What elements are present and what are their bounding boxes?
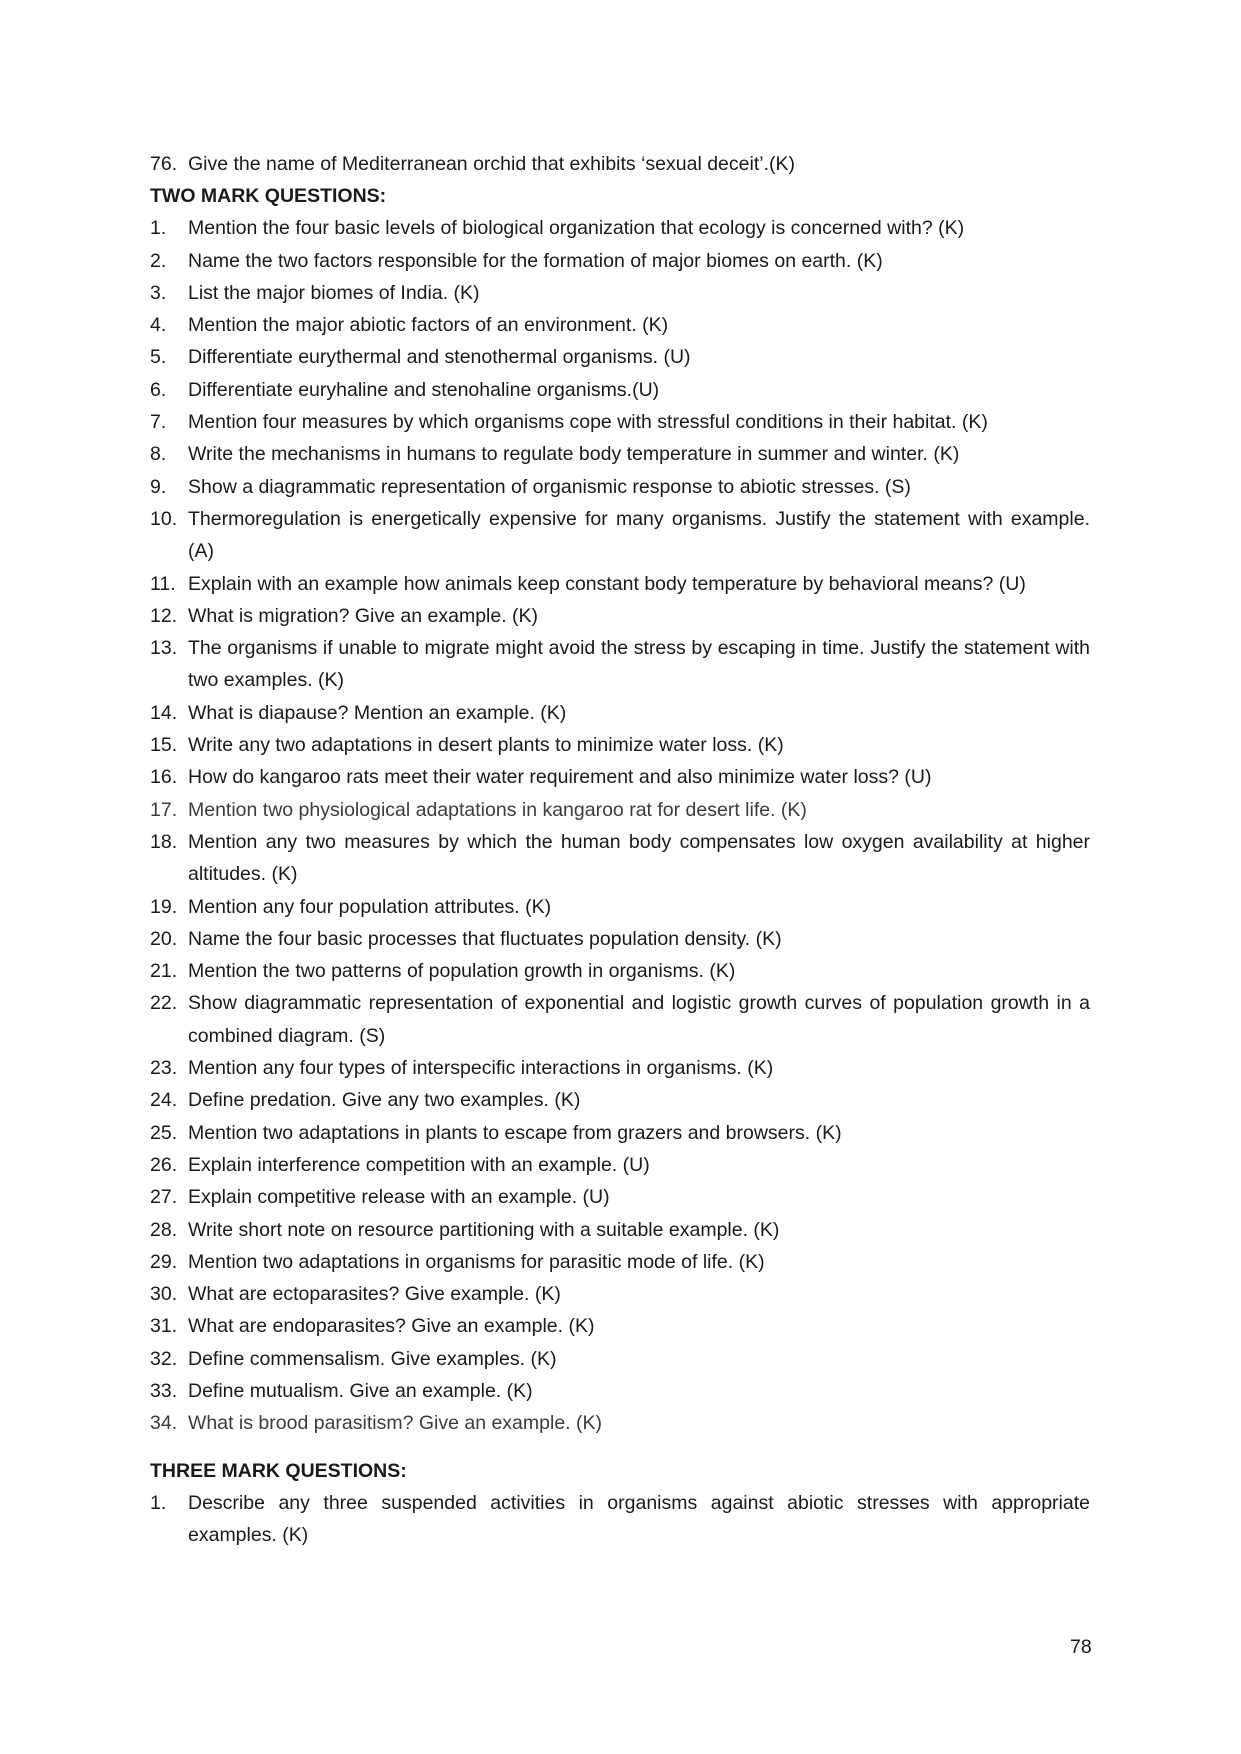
question-item [150,406,1090,438]
question-number: 19. [150,895,178,918]
question-item [150,794,1090,826]
question-item [150,955,1090,987]
question-number: 21. [150,960,178,983]
question-item [150,632,1090,697]
question-text: Differentiate eurythermal and stenothermal organisms. (U) [188,346,691,369]
question-item [150,341,1090,373]
question-item [150,923,1090,955]
question-text: Write short note on resource partitioning with a suitable example. (K) [188,1218,780,1241]
question-text: Thermoregulation is energetically expensive for many organisms. Justify the statement with example. (A) [188,507,1090,563]
question-text: Describe any three suspended activities in organisms against abiotic stresses with appropriate examples. (K) [188,1491,1090,1546]
question-number: 30. [150,1283,178,1306]
question-text: List the major biomes of India. (K) [188,281,480,304]
question-item [150,1149,1090,1181]
question-text: Mention the two patterns of population growth in organisms. (K) [188,960,736,983]
question-number: 16. [150,766,178,789]
question-text: What is brood parasitism? Give an example. (K) [188,1412,602,1435]
question-text: Explain competitive release with an example. (U) [188,1186,610,1209]
question-item [150,1117,1090,1149]
question-text: What are ectoparasites? Give example. (K) [188,1283,561,1306]
question-item [150,1214,1090,1246]
question-item [150,212,1090,244]
question-number: 1. [150,217,167,240]
section-heading: THREE MARK QUESTIONS: [150,1459,407,1482]
question-number: 3. [150,281,167,304]
question-text: Explain with an example how animals keep constant body temperature by behavioral means? (U) [188,572,1026,595]
question-item [150,1246,1090,1278]
question-number: 5. [150,346,167,369]
question-text: Mention the four basic levels of biological organization that ecology is concerned with? (K) [188,217,965,240]
question-item [150,1052,1090,1084]
question-text: Define predation. Give any two examples. (K) [188,1089,581,1112]
question-number: 9. [150,475,167,498]
question-text: What is diapause? Mention an example. (K) [188,701,567,724]
section-heading: TWO MARK QUESTIONS: [150,185,387,208]
question-number: 27. [150,1186,178,1209]
lead-question-list [150,148,1090,180]
question-number: 28. [150,1218,178,1241]
question-item [150,1278,1090,1310]
question-number: 20. [150,927,178,950]
question-item [150,277,1090,309]
question-item [150,600,1090,632]
question-number: 12. [150,604,178,627]
two-mark-section [150,180,1090,1439]
question-item [150,729,1090,761]
question-item [150,245,1090,277]
question-number: 1. [150,1491,167,1514]
question-text: Write the mechanisms in humans to regulate body temperature in summer and winter. (K) [188,443,960,466]
question-number: 32. [150,1347,178,1370]
question-item [150,1343,1090,1375]
question-text: Show diagrammatic representation of exponential and logistic growth curves of population growth in a combined diagram. (S) [188,992,1090,1047]
question-number: 6. [150,378,167,401]
question-number: 76. [150,153,178,175]
question-item [150,309,1090,341]
question-number: 4. [150,314,167,337]
question-number: 10. [150,507,178,530]
question-text: Mention any two measures by which the human body compensates low oxygen availability at higher altitudes. (K) [188,830,1090,886]
question-item [150,987,1090,1052]
question-text: The organisms if unable to migrate might avoid the stress by escaping in time. Justify the statement with two examples. (K) [188,637,1090,692]
question-item [150,438,1090,470]
question-text: Write any two adaptations in desert plants to minimize water loss. (K) [188,734,784,757]
question-item [150,568,1090,600]
question-text: Mention four measures by which organisms cope with stressful conditions in their habitat. (K) [188,411,988,434]
question-item [150,1375,1090,1407]
two-mark-question-list [150,212,1090,1439]
question-number: 14. [150,701,178,724]
question-item [150,148,1090,180]
question-item [150,1181,1090,1213]
three-mark-section [150,1455,1090,1552]
question-number: 34. [150,1412,178,1435]
question-item [150,374,1090,406]
question-number: 17. [150,798,178,821]
question-number: 18. [150,830,178,853]
question-number: 24. [150,1089,178,1112]
question-item [150,1084,1090,1116]
question-text: Explain interference competition with an example. (U) [188,1153,650,1176]
question-text: How do kangaroo rats meet their water requirement and also minimize water loss? (U) [188,766,932,789]
question-text: Define mutualism. Give an example. (K) [188,1379,533,1402]
question-text: What are endoparasites? Give an example. (K) [188,1315,595,1338]
question-text: Mention two physiological adaptations in kangaroo rat for desert life. (K) [188,798,807,821]
question-item [150,503,1090,568]
question-number: 29. [150,1250,178,1273]
page-content [150,148,1090,1551]
question-item [150,1310,1090,1342]
question-number: 13. [150,637,178,660]
question-number: 25. [150,1121,178,1144]
question-item [150,1407,1090,1439]
question-text: Mention any four types of interspecific interactions in organisms. (K) [188,1057,774,1080]
page-number: 78 [1070,1636,1092,1658]
question-number: 7. [150,411,167,434]
question-number: 33. [150,1379,178,1402]
question-number: 23. [150,1057,178,1080]
question-number: 2. [150,249,167,272]
question-text: Differentiate euryhaline and stenohaline organisms.(U) [188,378,660,401]
question-text: Mention two adaptations in plants to escape from grazers and browsers. (K) [188,1121,842,1144]
question-text: Name the two factors responsible for the formation of major biomes on earth. (K) [188,249,883,272]
question-number: 11. [150,572,176,595]
question-text: Mention the major abiotic factors of an environment. (K) [188,314,669,337]
question-number: 26. [150,1153,178,1176]
question-number: 8. [150,443,167,466]
question-number: 15. [150,734,178,757]
question-item [150,826,1090,891]
question-item [150,697,1090,729]
question-text: What is migration? Give an example. (K) [188,604,539,627]
question-item [150,1487,1090,1552]
question-item [150,891,1090,923]
question-number: 22. [150,992,178,1015]
question-text: Give the name of Mediterranean orchid that exhibits ‘sexual deceit’.(K) [188,153,795,175]
question-text: Name the four basic processes that fluctuates population density. (K) [188,927,782,950]
question-number: 31. [150,1315,178,1338]
question-item [150,471,1090,503]
question-text: Mention two adaptations in organisms for parasitic mode of life. (K) [188,1250,765,1273]
question-text: Mention any four population attributes. (K) [188,895,552,918]
question-text: Show a diagrammatic representation of organismic response to abiotic stresses. (S) [188,475,911,498]
question-text: Define commensalism. Give examples. (K) [188,1347,557,1370]
three-mark-question-list [150,1487,1090,1552]
question-item [150,761,1090,793]
